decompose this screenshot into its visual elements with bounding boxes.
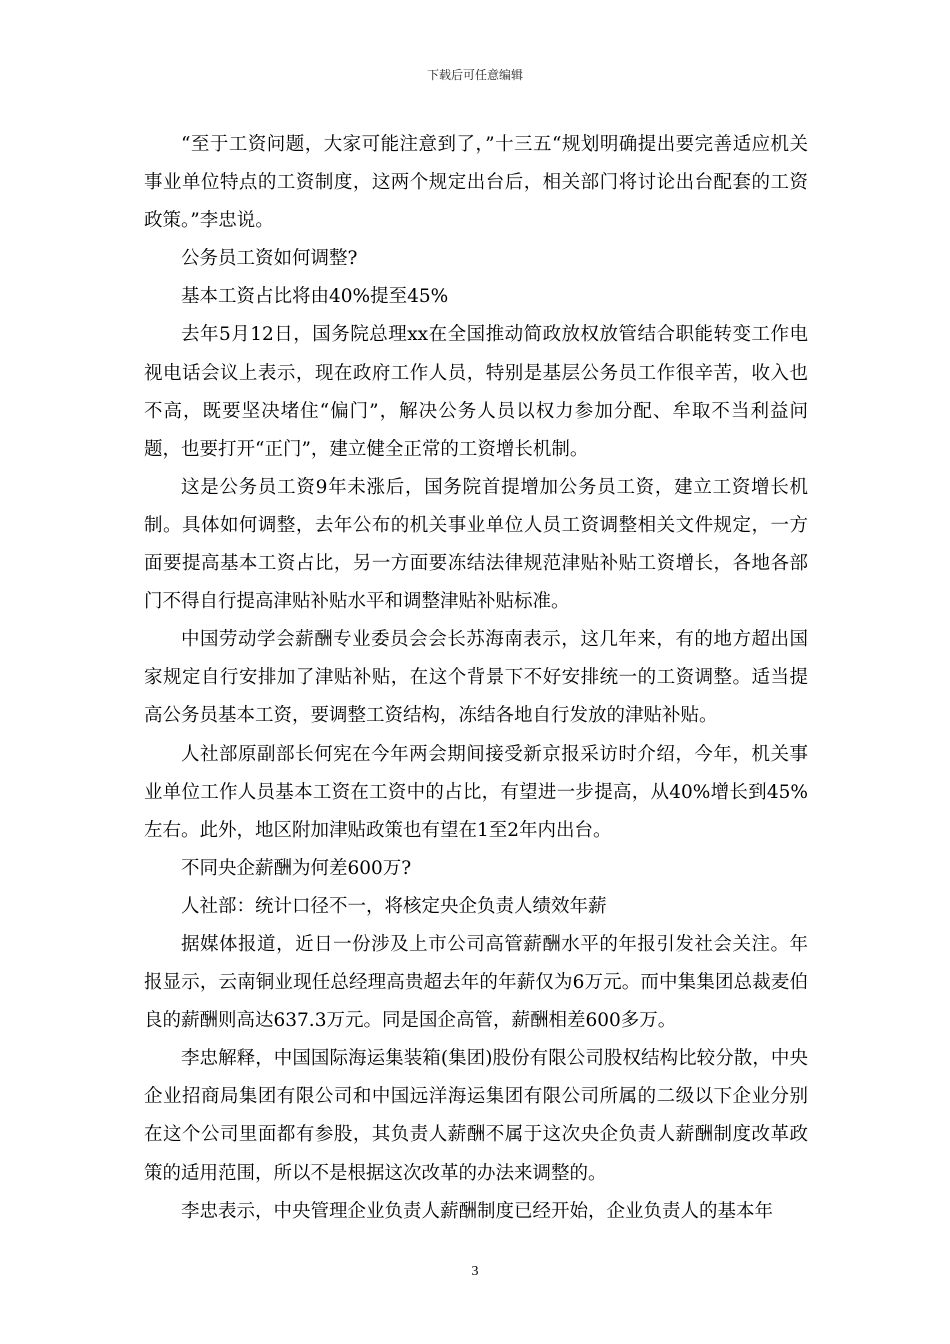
paragraph: 人社部原副部长何宪在今年两会期间接受新京报采访时介绍，今年，机关事业单位工作人员基本工资在工资中的占比，有望进一步提高，从40%增长到45%左右。此外，地区附加津贴政策也有望在1至2年内出台。 xyxy=(144,743,808,841)
paragraph: 去年5月12日，国务院总理xx在全国推动简政放权放管结合职能转变工作电视电话会议上表示，现在政府工作人员，特别是基层公务员工作很辛苦，收入也不高，既要坚决堵住“偏门”，解决公务人员以权力参加分配、牟取不当利益问题，也要打开“正门”，建立健全正常的工资增长机制。 xyxy=(144,324,808,460)
section-subheading: 人社部：统计口径不一，将核定央企负责人绩效年薪 xyxy=(181,895,607,917)
section-heading: 不同央企薪酬为何差600万? xyxy=(181,857,412,879)
paragraph: 这是公务员工资9年未涨后，国务院首提增加公务员工资，建立工资增长机制。具体如何调整，去年公布的机关事业单位人员工资调整相关文件规定，一方面要提高基本工资占比，另一方面要冻结法律规范津贴补贴工资增长，各地各部门不得自行提高津贴补贴水平和调整津贴补贴标准。 xyxy=(144,476,808,613)
page-number: 3 xyxy=(471,1264,479,1279)
paragraph: 中国劳动学会薪酬专业委员会会长苏海南表示，这几年来，有的地方超出国家规定自行安排加了津贴补贴，在这个背景下不好安排统一的工资调整。适当提高公务员基本工资，要调整工资结构，冻结各地自行发放的津贴补贴。 xyxy=(144,629,808,727)
paragraph: 李忠解释，中国国际海运集装箱(集团)股份有限公司股权结构比较分散，中央企业招商局集团有限公司和中国远洋海运集团有限公司所属的二级以下企业分别在这个公司里面都有参股，其负责人薪酬不属于这次央企负责人薪酬制度改革政策的适用范围，所以不是根据这次改革的办法来调整的。 xyxy=(144,1048,808,1184)
section-subheading: 基本工资占比将由40%提至45% xyxy=(181,286,449,308)
section-heading: 公务员工资如何调整? xyxy=(181,248,358,270)
page-header: 下载后可任意编辑 xyxy=(426,68,523,82)
paragraph: “至于工资问题，大家可能注意到了，”十三五“规划明确提出要完善适应机关事业单位特点的工资制度，这两个规定出台后，相关部门将讨论出台配套的工资政策。”李忠说。 xyxy=(144,134,808,232)
article-body xyxy=(144,126,808,1231)
paragraph: 李忠表示，中央管理企业负责人薪酬制度已经开始，企业负责人的基本年 xyxy=(181,1200,774,1222)
paragraph: 据媒体报道，近日一份涉及上市公司高管薪酬水平的年报引发社会关注。年报显示，云南铜业现任总经理高贵超去年的年薪仅为6万元。而中集集团总裁麦伯良的薪酬则高达637.3万元。同是国企高管，薪酬相差600多万。 xyxy=(144,933,808,1032)
